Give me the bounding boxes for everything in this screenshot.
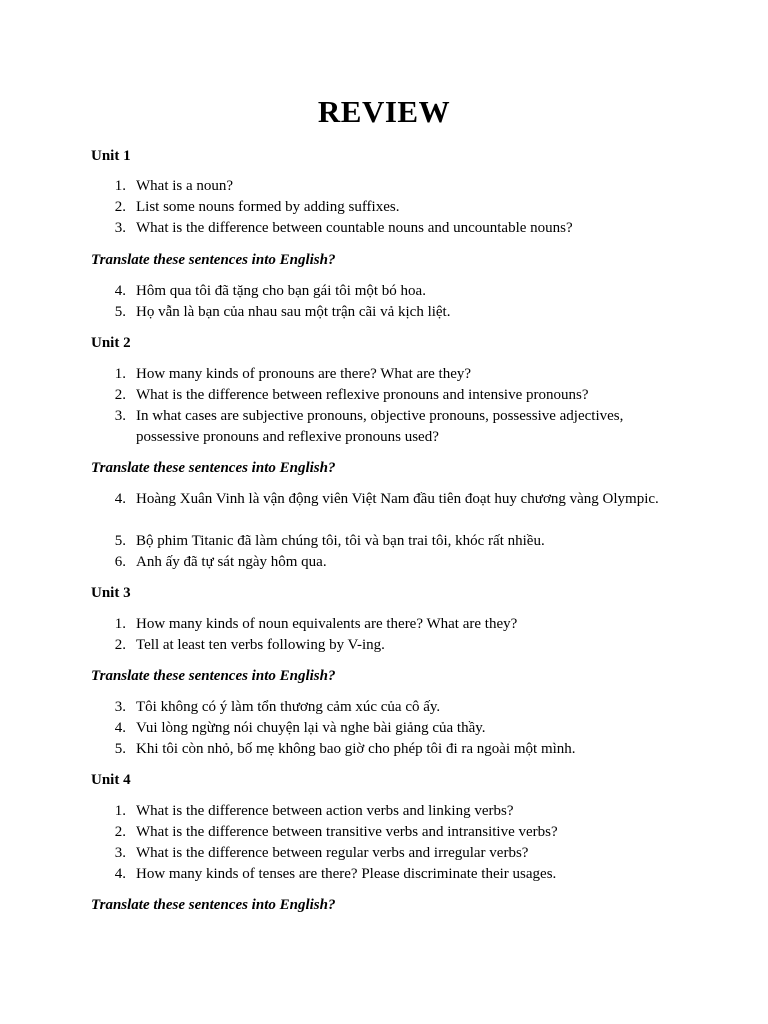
list-text: What is the difference between reflexive pronouns and intensive pronouns? xyxy=(136,387,589,403)
unit-3-heading: Unit 3 xyxy=(91,585,131,601)
unit-3-sentence-5 xyxy=(110,739,680,760)
unit-1-question-1 xyxy=(110,176,680,197)
list-number: 4. xyxy=(114,866,126,882)
unit-1-sentence-4 xyxy=(110,281,680,302)
list-number: 3. xyxy=(114,845,126,861)
list-number: 1. xyxy=(114,616,126,632)
list-text: What is the difference between action verbs and linking verbs? xyxy=(136,803,514,819)
unit-1-question-3 xyxy=(110,218,680,239)
list-text: What is the difference between regular verbs and irregular verbs? xyxy=(136,845,529,861)
list-text: List some nouns formed by adding suffixes. xyxy=(136,199,400,215)
list-text: What is the difference between transitive verbs and intransitive verbs? xyxy=(136,824,558,840)
unit-4-question-1 xyxy=(110,801,680,822)
unit-2-heading: Unit 2 xyxy=(91,335,131,351)
list-text: How many kinds of pronouns are there? What are they? xyxy=(136,366,472,382)
list-text: Hôm qua tôi đã tặng cho bạn gái tôi một bó hoa. xyxy=(136,283,426,299)
list-number: 1. xyxy=(114,803,126,819)
list-text: Anh ấy đã tự sát ngày hôm qua. xyxy=(136,554,327,570)
list-number: 2. xyxy=(114,387,126,403)
unit-4-question-2 xyxy=(110,822,680,843)
unit-4-heading: Unit 4 xyxy=(91,772,131,788)
page-title: REVIEW xyxy=(317,94,451,129)
unit-2-instruction: Translate these sentences into English? xyxy=(91,460,336,476)
unit-3-question-1 xyxy=(110,614,680,635)
unit-2-sentence-6 xyxy=(110,552,680,573)
list-text: Tôi không có ý làm tổn thương cảm xúc của cô ấy. xyxy=(136,699,441,715)
list-text: How many kinds of noun equivalents are there? What are they? xyxy=(136,616,518,632)
list-number: 3. xyxy=(114,699,126,715)
list-number: 3. xyxy=(114,220,126,236)
list-number: 5. xyxy=(114,304,126,320)
list-number: 5. xyxy=(114,741,126,757)
list-text: Họ vẫn là bạn của nhau sau một trận cãi vả kịch liệt. xyxy=(136,304,451,320)
list-text: Tell at least ten verbs following by V-ing. xyxy=(136,637,385,653)
unit-2-question-3 xyxy=(110,406,680,448)
list-number: 1. xyxy=(114,178,126,194)
list-text: Hoàng Xuân Vinh là vận động viên Việt Nam đầu tiên đoạt huy chương vàng Olympic. xyxy=(136,491,659,507)
list-number: 1. xyxy=(114,366,126,382)
list-text: How many kinds of tenses are there? Please discriminate their usages. xyxy=(136,866,557,882)
unit-1-heading: Unit 1 xyxy=(91,148,131,164)
unit-2-question-2 xyxy=(110,385,680,406)
list-number: 6. xyxy=(114,554,126,570)
unit-4-instruction: Translate these sentences into English? xyxy=(91,897,336,913)
list-text: Bộ phim Titanic đã làm chúng tôi, tôi và bạn trai tôi, khóc rất nhiều. xyxy=(136,533,545,549)
unit-3-sentence-3 xyxy=(110,697,680,718)
list-text: In what cases are subjective pronouns, objective pronouns, possessive adjectives, possessive pronouns and reflexive pronouns used? xyxy=(136,408,624,445)
list-number: 2. xyxy=(114,824,126,840)
list-text: What is a noun? xyxy=(136,178,234,194)
list-number: 2. xyxy=(114,199,126,215)
unit-2-question-1 xyxy=(110,364,680,385)
unit-4-question-4 xyxy=(110,864,680,885)
unit-1-instruction: Translate these sentences into English? xyxy=(91,252,336,268)
list-number: 5. xyxy=(114,533,126,549)
list-number: 2. xyxy=(114,637,126,653)
list-number: 4. xyxy=(114,720,126,736)
unit-3-sentence-4 xyxy=(110,718,680,739)
unit-3-question-2 xyxy=(110,635,680,656)
unit-4-question-3 xyxy=(110,843,680,864)
list-number: 3. xyxy=(114,408,126,424)
list-number: 4. xyxy=(114,283,126,299)
unit-1-sentence-5 xyxy=(110,302,680,323)
unit-2-sentence-4 xyxy=(110,489,680,510)
unit-2-sentence-5 xyxy=(110,531,680,552)
list-number: 4. xyxy=(114,491,126,507)
list-text: What is the difference between countable nouns and uncountable nouns? xyxy=(136,220,573,236)
list-text: Khi tôi còn nhỏ, bố mẹ không bao giờ cho phép tôi đi ra ngoài một mình. xyxy=(136,741,576,757)
list-text: Vui lòng ngừng nói chuyện lại và nghe bài giảng của thầy. xyxy=(136,720,486,736)
unit-3-instruction: Translate these sentences into English? xyxy=(91,668,336,684)
unit-1-question-2 xyxy=(110,197,680,218)
